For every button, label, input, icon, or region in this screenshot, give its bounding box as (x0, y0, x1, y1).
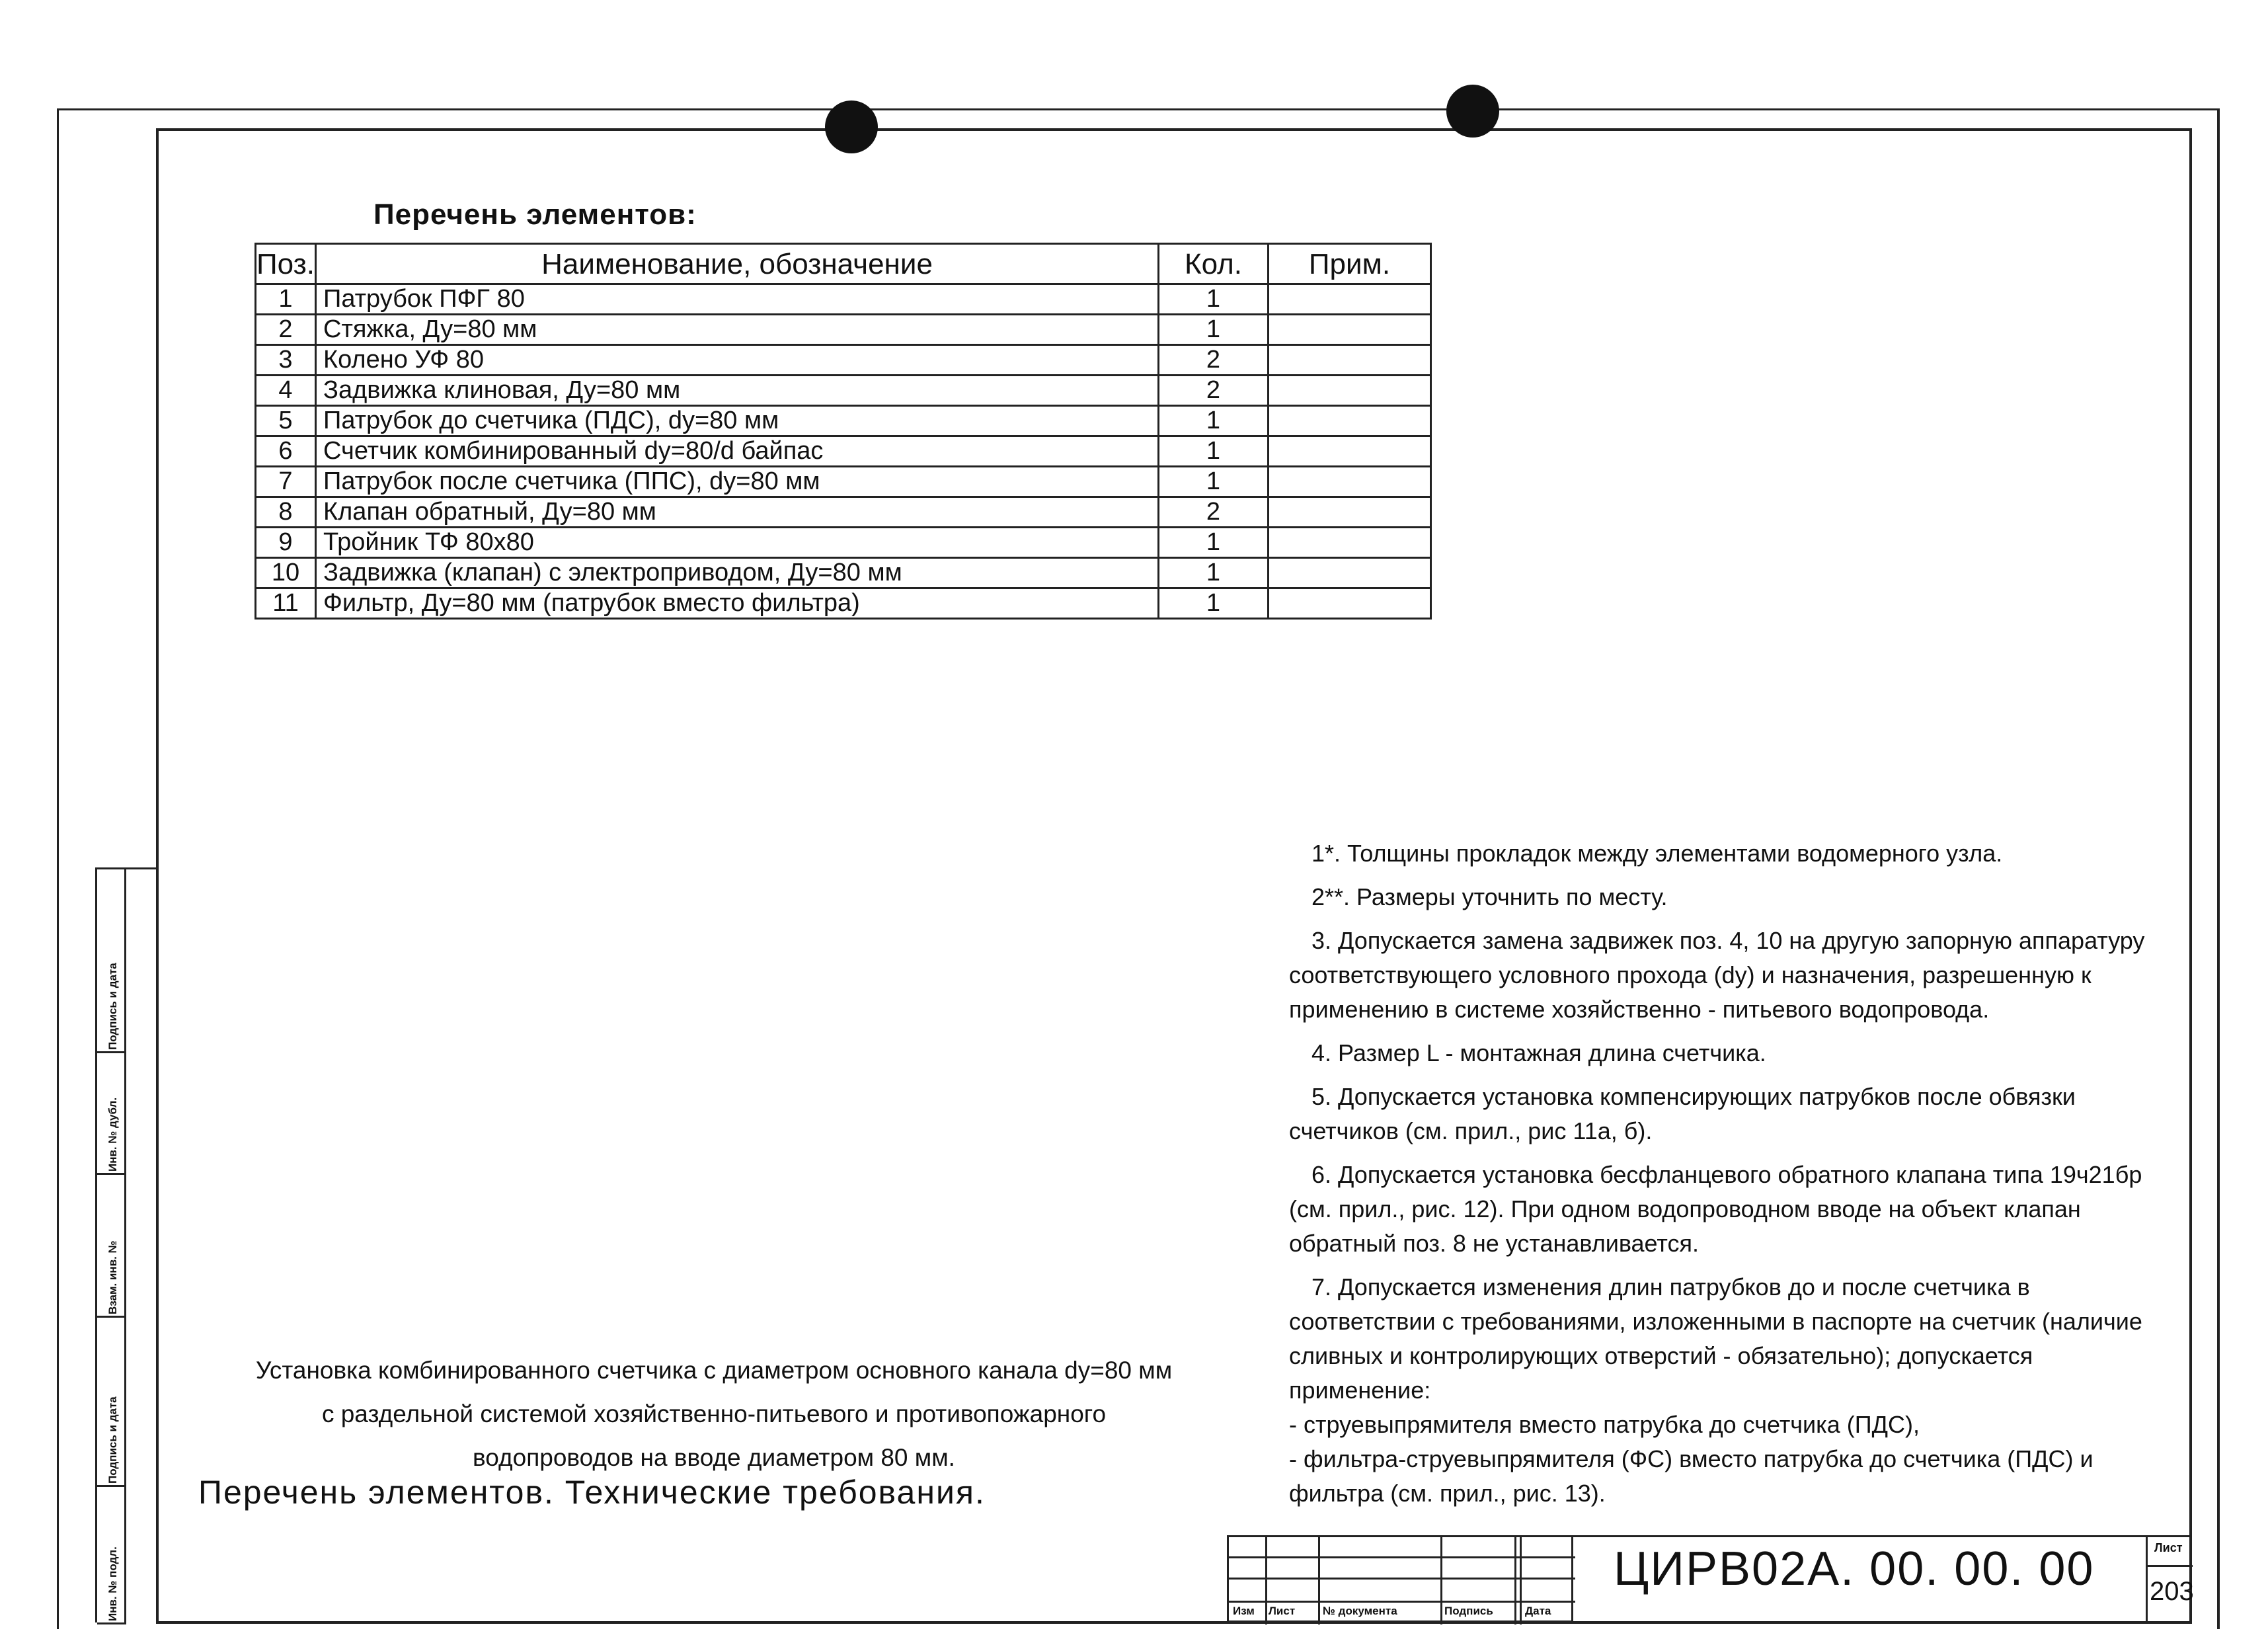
drawing-caption (198, 1349, 1230, 1480)
row-pos: 1 (256, 284, 316, 315)
row-pos: 4 (256, 376, 316, 406)
row-note (1269, 436, 1431, 467)
row-pos: 8 (256, 497, 316, 528)
row-note (1269, 284, 1431, 315)
sheet-subtitle: Перечень элементов. Технические требования. (198, 1474, 986, 1511)
sidebar-label: Подпись и дата (106, 963, 119, 1050)
note-item: 7. Допускается изменения длин патрубков до и после счетчика в соответствии с требованиями, изложенными в паспорте на счетчик (наличие сливных и контролирующих отверстий - обязательно); допускается применение: (1289, 1273, 2142, 1404)
table-row (256, 497, 1431, 528)
row-qty: 2 (1159, 345, 1269, 376)
sidebar-cell-sign-date-2 (97, 1318, 126, 1487)
row-note (1269, 467, 1431, 497)
sidebar-cell-original (97, 1487, 126, 1624)
row-note (1269, 558, 1431, 588)
document-code: ЦИРВ02А. 00. 00. 00 (1614, 1542, 2095, 1595)
header-name: Наименование, обозначение (316, 244, 1159, 284)
title-block-header: № документа (1323, 1605, 1397, 1617)
row-pos: 6 (256, 436, 316, 467)
sidebar-label: Подпись и дата (106, 1396, 119, 1484)
punch-hole-right (1446, 85, 1499, 138)
row-name: Клапан обратный, Ду=80 мм (316, 497, 1159, 528)
sidebar-label: Взам. инв. № (106, 1240, 119, 1314)
table-row (256, 345, 1431, 376)
grid-line (1440, 1537, 1442, 1624)
row-name: Патрубок до счетчика (ПДС), dy=80 мм (316, 406, 1159, 436)
sidebar-cell-replace (97, 1175, 126, 1318)
note-item: 5. Допускается установка компенсирующих патрубков после обвязки счетчиков (см. прил., рис 11а, б). (1289, 1083, 2076, 1144)
row-pos: 10 (256, 558, 316, 588)
title-block-header: Изм (1233, 1605, 1255, 1617)
caption-line: Установка комбинированного счетчика с диаметром основного канала dy=80 мм (255, 1357, 1173, 1384)
sidebar-cell-sign-date-1 (97, 869, 126, 1053)
sheet-number: 203 (2150, 1577, 2194, 1606)
row-qty: 1 (1159, 528, 1269, 558)
row-note (1269, 497, 1431, 528)
table-row (256, 376, 1431, 406)
table-row (256, 588, 1431, 619)
row-note (1269, 588, 1431, 619)
grid-line (1229, 1578, 1575, 1580)
row-pos: 7 (256, 467, 316, 497)
sheet-label: Лист (2154, 1541, 2183, 1554)
row-name: Стяжка, Ду=80 мм (316, 315, 1159, 345)
row-pos: 11 (256, 588, 316, 619)
row-qty: 2 (1159, 497, 1269, 528)
header-pos: Поз. (256, 244, 316, 284)
row-note (1269, 315, 1431, 345)
grid-line (1573, 1535, 2146, 1537)
header-qty: Кол. (1159, 244, 1269, 284)
caption-line: водопроводов на вводе диаметром 80 мм. (473, 1444, 955, 1471)
title-block-grid (1227, 1535, 1573, 1622)
list-title: Перечень элементов: (373, 198, 697, 231)
row-qty: 2 (1159, 376, 1269, 406)
title-block (1227, 1535, 2194, 1622)
stamp-sidebar (95, 867, 156, 1622)
punch-hole-left (825, 100, 878, 153)
table-row (256, 558, 1431, 588)
elements-table (254, 243, 1432, 620)
row-name: Задвижка (клапан) с электроприводом, Ду=80 мм (316, 558, 1159, 588)
note-item: 4. Размер L - монтажная длина счетчика. (1311, 1039, 1766, 1066)
header-note: Прим. (1269, 244, 1431, 284)
table-row (256, 528, 1431, 558)
row-name: Патрубок после счетчика (ППС), dy=80 мм (316, 467, 1159, 497)
note-item: 1*. Толщины прокладок между элементами водомерного узла. (1311, 840, 2003, 867)
note-dash-item: - струевыпрямителя вместо патрубка до счетчика (ПДС), (1289, 1411, 1920, 1438)
row-qty: 1 (1159, 406, 1269, 436)
note-item: 6. Допускается установка бесфланцевого обратного клапана типа 19ч21бр (см. прил., рис. 12). При одном водопроводном вводе на объект клапан обратный поз. 8 не устанавливается. (1289, 1161, 2142, 1257)
grid-line (1318, 1537, 1320, 1624)
row-pos: 2 (256, 315, 316, 345)
row-note (1269, 406, 1431, 436)
table-row (256, 406, 1431, 436)
caption-line: с раздельной системой хозяйственно-питьевого и противопожарного (321, 1400, 1107, 1427)
title-block-header: Подпись (1444, 1605, 1493, 1617)
row-qty: 1 (1159, 588, 1269, 619)
row-name: Счетчик комбинированный dy=80/d байпас (316, 436, 1159, 467)
title-block-header: Дата (1525, 1605, 1551, 1617)
sidebar-label: Инв. № дубл. (106, 1097, 119, 1172)
row-qty: 1 (1159, 436, 1269, 467)
grid-line (1229, 1601, 1575, 1603)
row-pos: 5 (256, 406, 316, 436)
row-qty: 1 (1159, 467, 1269, 497)
table-header-row (256, 244, 1431, 284)
table-row (256, 284, 1431, 315)
grid-line (1520, 1537, 1522, 1624)
row-name: Фильтр, Ду=80 мм (патрубок вместо фильтра) (316, 588, 1159, 619)
table-row (256, 315, 1431, 345)
table-row (256, 436, 1431, 467)
row-note (1269, 376, 1431, 406)
row-name: Колено УФ 80 (316, 345, 1159, 376)
row-qty: 1 (1159, 284, 1269, 315)
sheet-cell (2146, 1535, 2194, 1622)
note-dash-item: - фильтра-струевыпрямителя (ФС) вместо патрубка до счетчика (ПДС) и фильтра (см. прил., рис. 13). (1289, 1445, 2093, 1507)
row-pos: 9 (256, 528, 316, 558)
sidebar-cell-dup (97, 1053, 126, 1175)
note-item: 2**. Размеры уточнить по месту. (1311, 883, 1668, 910)
technical-requirements (1289, 836, 2178, 1511)
row-name: Патрубок ПФГ 80 (316, 284, 1159, 315)
row-name: Тройник ТФ 80x80 (316, 528, 1159, 558)
grid-line (1514, 1537, 1516, 1624)
grid-line (1265, 1537, 1267, 1624)
title-block-header: Лист (1269, 1605, 1296, 1617)
row-qty: 1 (1159, 315, 1269, 345)
note-item: 3. Допускается замена задвижек поз. 4, 10 на другую запорную аппаратуру соответствующего условного прохода (dy) и назначения, разрешенную к применению в системе хозяйственно - питьевого водопровода. (1289, 927, 2145, 1023)
sidebar-label: Инв. № подл. (106, 1546, 119, 1621)
row-note (1269, 528, 1431, 558)
row-note (1269, 345, 1431, 376)
grid-line (1229, 1556, 1575, 1558)
row-name: Задвижка клиновая, Ду=80 мм (316, 376, 1159, 406)
row-qty: 1 (1159, 558, 1269, 588)
grid-line (2148, 1565, 2193, 1567)
table-row (256, 467, 1431, 497)
row-pos: 3 (256, 345, 316, 376)
